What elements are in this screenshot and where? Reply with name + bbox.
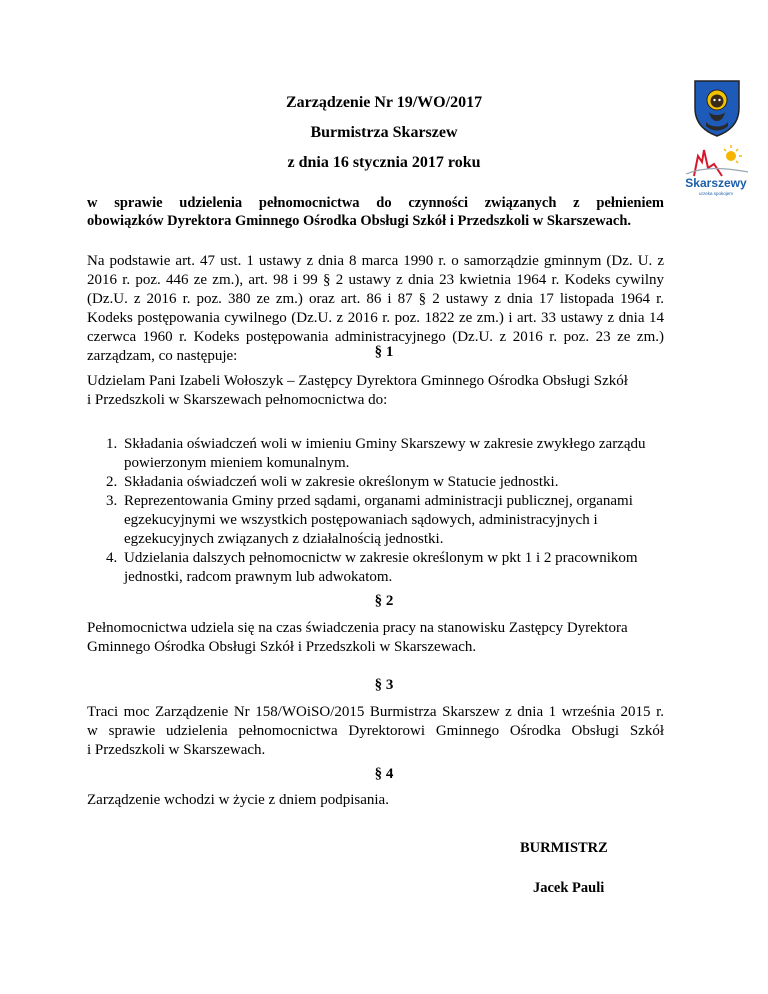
section-2-text (87, 619, 664, 657)
subject (87, 194, 664, 230)
brand-tagline: urzeka spokojem (698, 191, 734, 196)
list-item-text: Udzielania dalszych pełnomocnictw w zakresie określonym w pkt 1 i 2 pracownikom jednostki, radcom prawnym lub adwokatom. (124, 550, 638, 585)
section-1-heading: § 1 (374, 344, 394, 360)
skarszewy-brand-logo (676, 142, 756, 198)
list-item-text: Reprezentowania Gminy przed sądami, organami administracji publicznej, organami egzekucyjnymi we wszystkich postępowaniach sądowych, administracyjnych i egzekucyjnych związanych z działalnością jednostki. (124, 493, 633, 547)
section-4-heading: § 4 (374, 766, 394, 782)
list-item-number: 1. (106, 436, 118, 452)
section-3-text (87, 703, 664, 760)
brand-wordmark: Skarszewy (685, 176, 747, 190)
list-item (87, 492, 664, 549)
section-2-heading: § 2 (374, 593, 394, 609)
document-date: z dnia 16 stycznia 2017 roku (287, 154, 481, 171)
sun-icon (724, 145, 742, 163)
coat-of-arms-icon (692, 78, 742, 138)
list-item-number: 4. (106, 550, 118, 566)
list-item (87, 473, 664, 492)
section-1-intro (87, 372, 664, 410)
legal-basis: Na podstawie art. 47 ust. 1 ustawy z dnia 8 marca 1990 r. o samorządzie gminnym (Dz. U. z 2016 r. poz. 446 ze zm.), art. 98 i 99 § 2 ustawy z dnia 23 kwietnia 1964 r. Kodeks cywilny (Dz.U. z 2016 r. poz. 380 ze zm.) oraz art. 86 i 87 § 2 ustawy z dnia 17 listopada 1964 r. Kodeks postępowania cywilnego (Dz.U. z 2016 r. poz. 1822 ze zm.) i art. 33 ustawy z dnia 14 czerwca 1960 r. Kodeks postępowania administracyjnego (Dz.U. z 2016 r. poz. 23 ze zm.) zarządzam, co następuje: (87, 253, 664, 364)
section-1-intro-line-1: Udzielam Pani Izabeli Wołoszyk – Zastępcy Dyrektora Gminnego Ośrodka Obsługi Szkół (87, 373, 628, 389)
list-item-text: Składania oświadczeń woli w imieniu Gminy Skarszewy w zakresie zwykłego zarządu powierzonym mieniem komunalnym. (124, 436, 646, 471)
powers-list (87, 435, 664, 587)
section-1-intro-line-2: i Przedszkoli w Skarszewach pełnomocnictwa do: (87, 392, 388, 408)
subject-line-1: w sprawie udzielenia pełnomocnictwa do czynności związanych z pełnieniem (87, 195, 664, 211)
list-item-number: 2. (106, 474, 118, 490)
signatory-role: BURMISTRZ (520, 840, 608, 856)
section-3-line-1: Traci moc Zarządzenie Nr 158/WOiSO/2015 Burmistrza Skarszew z dnia 1 września 2015 r. (87, 704, 664, 720)
section-2-line-1: Pełnomocnictwa udziela się na czas świadczenia pracy na stanowisku Zastępcy Dyrektora (87, 620, 628, 636)
subject-line-2: obowiązków Dyrektora Gminnego Ośrodka Obsługi Szkół i Przedszkoli w Skarszewach. (87, 213, 632, 229)
issuer-title: Burmistrza Skarszew (310, 124, 458, 141)
list-item (87, 435, 664, 473)
list-item-number: 3. (106, 493, 118, 509)
signatory-name: Jacek Pauli (533, 880, 605, 896)
section-3-heading: § 3 (374, 677, 394, 693)
list-item-text: Składania oświadczeń woli w zakresie określonym w Statucie jednostki. (124, 474, 559, 490)
document-title: Zarządzenie Nr 19/WO/2017 (285, 94, 483, 111)
section-3-line-3: i Przedszkoli w Skarszewach. (87, 742, 266, 758)
section-3-line-2: w sprawie udzielenia pełnomocnictwa Dyrektorowi Gminnego Ośrodka Obsługi Szkół (87, 723, 664, 739)
section-2-line-2: Gminnego Ośrodka Obsługi Szkół i Przedszkoli w Skarszewach. (87, 639, 477, 655)
list-item (87, 549, 664, 587)
section-4-text: Zarządzenie wchodzi w życie z dniem podpisania. (87, 792, 389, 808)
